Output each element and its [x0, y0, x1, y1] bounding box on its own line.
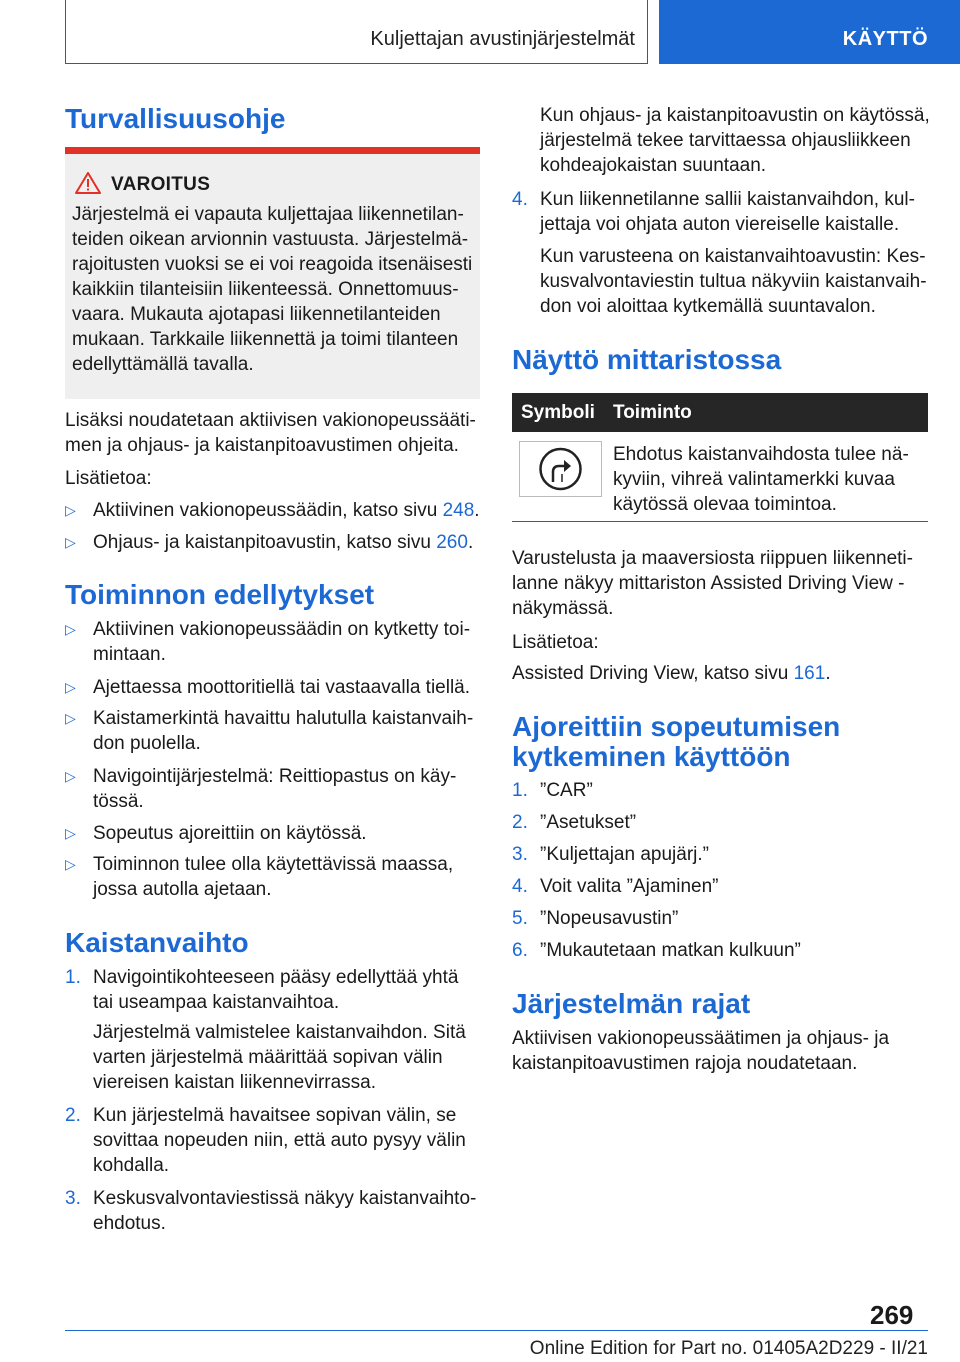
page-link-260[interactable]: 260	[436, 532, 468, 553]
ref-end: .	[467, 532, 474, 553]
triangle-bullet-icon: ▷	[65, 621, 76, 637]
step-subtext: Kun varusteena on kaistanvaihtoavustin: Keskusvalvontaviestin tultua näkyviin kaistanvaihdon voi aloittaa kytkemällä suuntavalon.	[540, 246, 927, 317]
triangle-bullet-icon: ▷	[65, 856, 76, 872]
list-item-text: Sopeutus ajoreittiin on käytössä.	[93, 823, 367, 844]
table-header	[512, 393, 928, 432]
header-section-title: Kuljettajan avustinjärjestelmät	[370, 28, 635, 50]
step-subtext: Järjestelmä valmistelee kaistanvaihdon. Sitä varten järjestelmä määrittää sopivan välin viereisen kaistan liikennevirrassa.	[93, 1022, 466, 1093]
lane-change-icon	[520, 442, 601, 496]
triangle-bullet-icon: ▷	[65, 768, 76, 784]
triangle-bullet-icon: ▷	[65, 534, 76, 550]
safety-heading: Turvallisuusohje	[65, 103, 286, 134]
step-text: Keskusvalvontaviestissä näkyy kaistanvaihtoehdotus.	[93, 1188, 477, 1234]
triangle-bullet-icon: ▷	[65, 502, 76, 518]
safety-more-info: Lisätietoa:	[65, 468, 152, 489]
step-number: 3.	[65, 1188, 81, 1209]
warning-bar	[65, 147, 480, 154]
step-text: Kun liikennetilanne sallii kaistanvaihdon, kuljettaja voi ohjata auton viereiselle kaistalle.	[540, 189, 915, 235]
ref-end: .	[825, 663, 831, 684]
step-text: ”Asetukset”	[540, 812, 637, 833]
step-number: 1.	[65, 967, 81, 988]
ref-text: Assisted Driving View, katso sivu	[512, 663, 794, 684]
page-number: 269	[870, 1300, 914, 1330]
step-text: ”Mukautetaan matkan kulkuun”	[540, 940, 801, 961]
step-text: ”Nopeusavustin”	[540, 908, 679, 929]
header-chapter-label: KÄYTTÖ	[842, 28, 928, 50]
ref-text: Aktiivinen vakionopeussäädin, katso sivu	[93, 500, 443, 521]
step-number: 4.	[512, 876, 528, 897]
limits-text: Aktiivisen vakionopeussäätimen ja ohjaus- ja kaistanpitoavustimen rajoja noudatetaan.	[512, 1028, 890, 1074]
step-number: 5.	[512, 908, 528, 929]
triangle-bullet-icon: ▷	[65, 825, 76, 841]
step-text: ”Kuljettajan apujärj.”	[540, 844, 709, 865]
page-link-161[interactable]: 161	[793, 663, 826, 684]
step-number: 2.	[512, 812, 528, 833]
warning-triangle-icon	[75, 172, 101, 194]
step-number: 4.	[512, 189, 528, 210]
warning-text: Järjestelmä ei vapauta kuljettajaa liikennetilanteiden oikean arvionnin vastuusta. Järjestelmärajoitusten vuoksi se ei voi reagoida itsenäisesti kaikkiin tilanteisiin liikenteessä. Onnettomuusvaara. Mukauta ajotapasi liikennetilanteiden mukaan. Tarkkaile liikennettä ja toimi tilanteen edellyttämällä tavalla.	[72, 204, 473, 375]
cluster-more-info: Lisätietoa:	[512, 632, 599, 653]
table-row	[512, 432, 928, 522]
list-item-text: Aktiivinen vakionopeussäädin on kytketty toimintaan.	[93, 619, 471, 665]
route-adapt-heading-line1: Ajoreittiin sopeutumisen	[512, 711, 841, 742]
step-text: Navigointikohteeseen pääsy edellyttää yhtä tai useampaa kaistanvaihtoa.	[93, 967, 459, 1013]
table-header-symbol: Symboli	[521, 402, 595, 423]
warning-label: VAROITUS	[111, 174, 211, 195]
list-item-text: Navigointijärjestelmä: Reittiopastus on käytössä.	[93, 766, 457, 812]
cluster-ref	[512, 661, 831, 686]
ref-text: Ohjaus- ja kaistanpitoavustin, katso sivu	[93, 532, 437, 553]
route-adapt-heading-line2: kytkeminen käyttöön	[512, 741, 791, 772]
triangle-bullet-icon: ▷	[65, 710, 76, 726]
step-number: 6.	[512, 940, 528, 961]
cluster-display-heading: Näyttö mittaristossa	[512, 344, 782, 375]
step-number: 1.	[512, 780, 528, 801]
list-item-text: Toiminnon tulee olla käytettävissä maassa, jossa autolla ajetaan.	[93, 854, 454, 900]
lane-change-heading: Kaistanvaihto	[65, 927, 249, 958]
header-section-box	[65, 0, 648, 64]
step-number: 2.	[65, 1105, 81, 1126]
safety-note: Lisäksi noudatetaan aktiivisen vakionopeussäätimen ja ohjaus- ja kaistanpitoavustimen ohjeita.	[65, 410, 476, 456]
footer-edition: Online Edition for Part no. 01405A2D229 - II/21	[529, 1338, 928, 1359]
step-number: 3.	[512, 844, 528, 865]
page-link-248[interactable]: 248	[442, 500, 475, 521]
table-header-function: Toiminto	[613, 402, 692, 423]
step-subtext: Kun ohjaus- ja kaistanpitoavustin on käytössä, järjestelmä tekee tarvittaessa ohjausliikkeen kohdeajokaistan suuntaan.	[540, 105, 930, 176]
list-item-text: Ajettaessa moottoritiellä tai vastaavalla tiellä.	[93, 677, 471, 698]
symbol-cell	[519, 441, 602, 497]
footer-divider	[65, 1330, 928, 1331]
step-text: ”CAR”	[540, 780, 593, 801]
triangle-bullet-icon: ▷	[65, 679, 76, 695]
limits-heading: Järjestelmän rajat	[512, 988, 751, 1019]
ref-end: .	[474, 500, 480, 521]
step-text: Voit valita ”Ajaminen”	[540, 876, 719, 897]
list-item-text: Kaistamerkintä havaittu halutulla kaistanvaihdon puolella.	[93, 708, 474, 754]
header-chapter-tab	[659, 0, 960, 64]
step-text: Kun järjestelmä havaitsee sopivan välin, se sovittaa nopeuden niin, että auto pysyy välin kohdalla.	[93, 1105, 466, 1176]
cluster-note: Varustelusta ja maaversiosta riippuen liikennetilanne näkyy mittariston Assisted Driving View -näkymässä.	[512, 548, 913, 619]
warning-box	[65, 147, 480, 399]
prerequisites-heading: Toiminnon edellytykset	[65, 579, 375, 610]
table-cell-function: Ehdotus kaistanvaihdosta tulee näkyviin, vihreä valintamerkki kuvaa käytössä olevaa toimintoa.	[613, 444, 909, 515]
